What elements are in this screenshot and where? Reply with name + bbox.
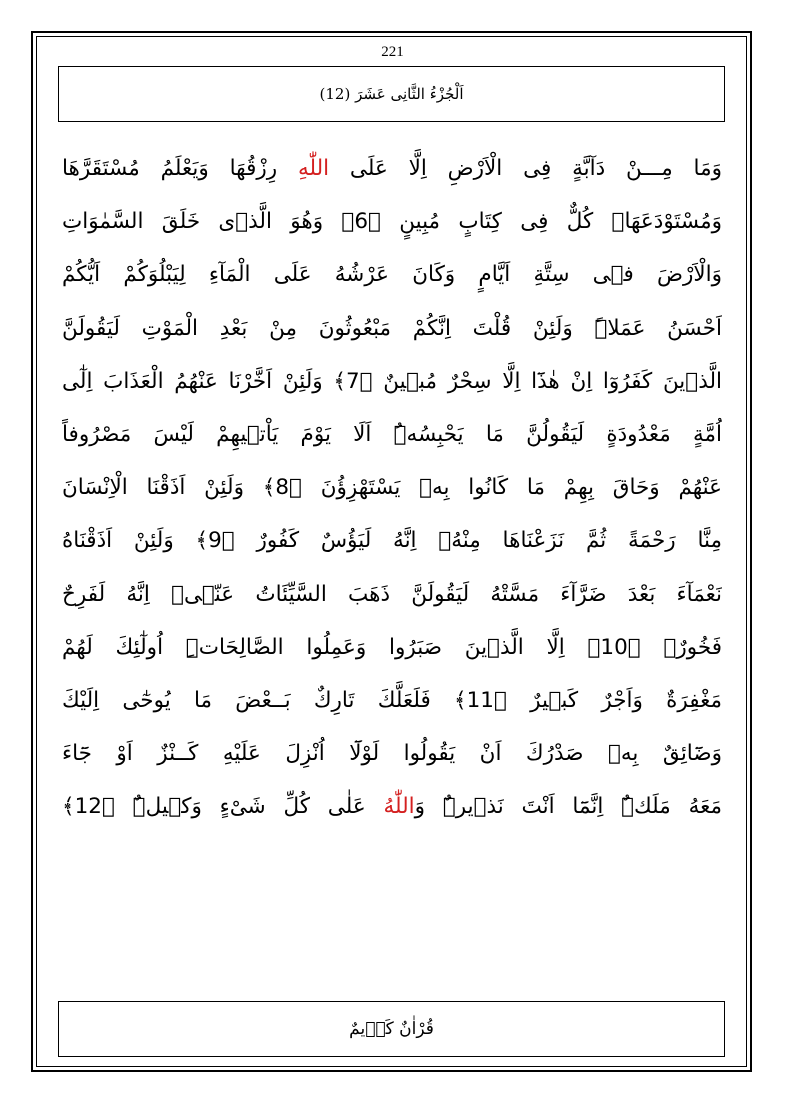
text-line: فَخُورٌ ﴿10﴾ اِلَّا الَّذٖينَ صَبَرُوا وَعَمِلُوا الصَّالِحَاتِ اُولٰٓئِكَ لَهُمْ: [62, 634, 722, 660]
text-line: وَمَا مِـــنْ دَآبَّةٍ فِى الْاَرْضِ اِلَّا عَلَى اللّٰهِ رِزْقُهَا وَيَعْلَمُ مُسْتَقَرَّهَا: [62, 156, 722, 181]
text-line: عَنْهُمْ وَحَاقَ بِهِمْ مَا كَانُوا بِهٖ يَسْتَهْزِؤُنَ ﴿8﴾ وَلَئِنْ اَذَقْنَا الْاِنْسَانَ: [62, 475, 722, 501]
page-number: 221: [381, 44, 404, 60]
highlighted-word: اللّٰهُ: [383, 794, 415, 820]
text-line: الَّذٖينَ كَفَرُوٓا اِنْ هٰذَٓا اِلَّا سِحْرٌ مُبٖينٌ ﴿7﴾ وَلَئِنْ اَخَّرْنَا عَنْهُمُ الْعَذَابَ اِلٰٓى: [62, 368, 722, 394]
text-line: وَمُسْتَوْدَعَهَا كُلٌّ فِى كِتَابٍ مُبِينٍ ﴿6﴾ وَهُوَ الَّذٖى خَلَقَ السَّمٰوَاتِ: [62, 209, 722, 235]
text-line: اَحْسَنُ عَمَلاً وَلَئِنْ قُلْتَ اِنَّكُمْ مَبْعُوثُونَ مِنْ بَعْدِ الْمَوْتِ لَيَقُولَنَّ: [62, 315, 722, 341]
text-line: اُمَّةٍ مَعْدُودَةٍ لَيَقُولُنَّ مَا يَحْبِسُهُ اَلَا يَوْمَ يَاْتٖيهِمْ لَيْسَ مَصْرُوفاً: [62, 421, 722, 447]
text-line: نَعْمَآءَ بَعْدَ ضَرَّآءَ مَسَّتْهُ لَيَقُولَنَّ ذَهَبَ السَّيِّئَاتُ عَنّٖى اِنَّهُ لَفَرِحٌ: [62, 581, 722, 607]
juz-title: اَلْجُزْءُ الثَّانِى عَشَرَ (12): [319, 85, 464, 103]
highlighted-word: اللّٰهِ: [297, 156, 330, 181]
text-line: مِنَّا رَحْمَةً ثُمَّ نَزَعْنَاهَا مِنْهُ اِنَّهُ لَيَؤُسٌ كَفُورٌ ﴿9﴾ وَلَئِنْ اَذَقْنَاهُ: [62, 528, 722, 554]
text-line: وَضَٓائِقٌ بِهٖ صَدْرُكَ اَنْ يَقُولُوا لَوْلَٓا اُنْزِلَ عَلَيْهِ كَــنْزٌ اَوْ جَٓاءَ: [62, 741, 722, 767]
text-line: مَعَهُ مَلَكٌ اِنَّمَٓا اَنْتَ نَذٖيرٌ وَاللّٰهُ عَلٰى كُلِّ شَىْءٍ وَكٖيلٌ ﴿12﴾: [62, 794, 722, 820]
verse-text-block: [62, 142, 722, 833]
text-line: وَالْاَرْضَ فٖى سِتَّةِ اَيَّامٍ وَكَانَ عَرْشُهُ عَلَى الْمَآءِ لِيَبْلُوَكُمْ اَيُّكُمْ: [62, 262, 722, 288]
footer-title: قُرْاٰنٌ كَرٖيمٌ: [349, 1019, 434, 1039]
footer-box: [58, 1001, 725, 1057]
juz-header: [58, 66, 725, 122]
text-line: مَغْفِرَةٌ وَاَجْرٌ كَبٖيرٌ ﴿11﴾ فَلَعَلَّكَ تَارِكٌ بَــعْضَ مَا يُوحٰٓى اِلَيْكَ: [62, 687, 722, 713]
